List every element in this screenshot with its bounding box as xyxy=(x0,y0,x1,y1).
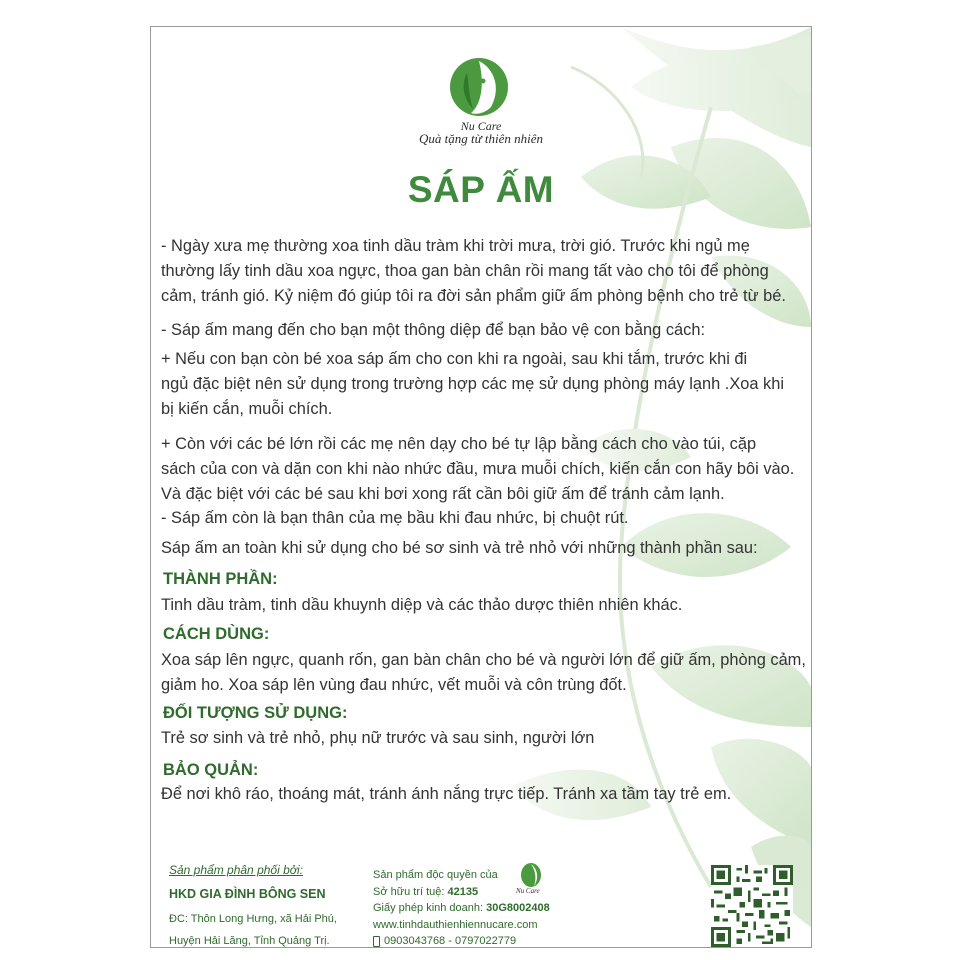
product-info-card xyxy=(150,26,812,948)
storage-heading: BẢO QUẢN: xyxy=(163,761,259,779)
ip-row xyxy=(373,884,633,901)
storage-text: Để nơi khô ráo, thoáng mát, tránh ánh nắng trực tiếp. Tránh xa tầm tay trẻ em. xyxy=(161,785,732,803)
usage-text: Xoa sáp lên ngực, quanh rốn, gan bàn chân cho bé và người lớn để giữ ấm, phòng cảm, giảm ho. Xoa sáp lên vùng đau nhức, vết muỗi và côn trùng đốt. xyxy=(161,651,806,694)
paragraph-intro: - Ngày xưa mẹ thường xoa tinh dầu tràm khi trời mưa, trời gió. Trước khi ngủ mẹ thường lấy tinh dầu xoa ngực, thoa gan bàn chân rồi mang tất vào cho tôi để phòng cảm, tránh gió. Kỷ niệm đó giúp tôi ra đời sản phẩm giữ ấm phòng bệnh cho trẻ từ bé. xyxy=(161,237,786,305)
ownership-block xyxy=(373,867,633,948)
mini-logo-text: Nu Care xyxy=(516,887,540,895)
address-line-2: Huyện Hải Lăng, Tỉnh Quảng Trị. xyxy=(169,935,330,947)
distributor-label: Sản phẩm phân phối bởi: xyxy=(169,863,304,877)
target-heading: ĐỐI TƯỢNG SỬ DỤNG: xyxy=(163,704,348,722)
paragraph-older-children: + Còn với các bé lớn rồi các mẹ nên dạy cho bé tự lập bằng cách cho vào túi, cặp sách của con và dặn con khi nào nhức đầu, mưa muỗi chích, kiến cắn con hãy bôi vào. Và đặc biệt với các bé sau khi bơi xong rất cần bôi giữ ấm để tránh cảm lạnh. xyxy=(161,435,795,503)
paragraph-pregnant: - Sáp ấm còn là bạn thân của mẹ bầu khi đau nhức, bị chuột rút. xyxy=(161,509,629,527)
ip-number: 42135 xyxy=(447,885,479,898)
brand-slogan: Quà tặng từ thiên nhiên xyxy=(418,131,544,146)
paragraph-message: - Sáp ấm mang đến cho bạn một thông diệp để bạn bảo vệ con bằng cách: xyxy=(161,321,706,339)
brand-name: Nu Care xyxy=(460,119,502,133)
ip-label: Sở hữu trí tuệ: xyxy=(373,885,448,898)
product-title: SÁP ẤM xyxy=(407,169,555,210)
phone-icon xyxy=(373,936,380,947)
paragraph-safety: Sáp ấm an toàn khi sử dụng cho bé sơ sinh và trẻ nhỏ với những thành phần sau: xyxy=(161,539,758,557)
exclusive-label: Sản phẩm độc quyền của xyxy=(373,869,498,881)
ingredients-heading: THÀNH PHẦN: xyxy=(163,570,278,588)
phone-numbers: 0903043768 - 0797022779 xyxy=(384,935,517,948)
ingredients-text: Tinh dầu tràm, tinh dầu khuynh diệp và các thảo dược thiên nhiên khác. xyxy=(161,596,683,614)
qr-code-icon[interactable] xyxy=(711,865,793,947)
phone-row xyxy=(373,933,633,948)
usage-heading: CÁCH DÙNG: xyxy=(163,625,270,643)
website-link[interactable]: www.tinhdauthienhiennucare.com xyxy=(373,918,538,931)
nucare-logo-icon xyxy=(447,55,511,119)
distributor-address xyxy=(169,908,369,948)
target-text: Trẻ sơ sinh và trẻ nhỏ, phụ nữ trước và sau sinh, người lớn xyxy=(161,729,595,747)
distributor-company: HKD GIA ĐÌNH BÔNG SEN xyxy=(169,887,326,901)
license-number: 30G8002408 xyxy=(486,902,550,915)
license-row xyxy=(373,900,633,917)
license-label: Giấy phép kinh doanh: xyxy=(373,902,487,915)
paragraph-small-children: + Nếu con bạn còn bé xoa sáp ấm cho con khi ra ngoài, sau khi tắm, trước khi đi ngủ đặc biệt nên sử dụng trong trường hợp các mẹ sử dụng phòng máy lạnh .Xoa khi bị kiến cắn, muỗi chích. xyxy=(161,350,785,418)
distributor-block xyxy=(169,863,369,948)
address-line-1: ĐC: Thôn Long Hưng, xã Hải Phú, xyxy=(169,913,337,925)
